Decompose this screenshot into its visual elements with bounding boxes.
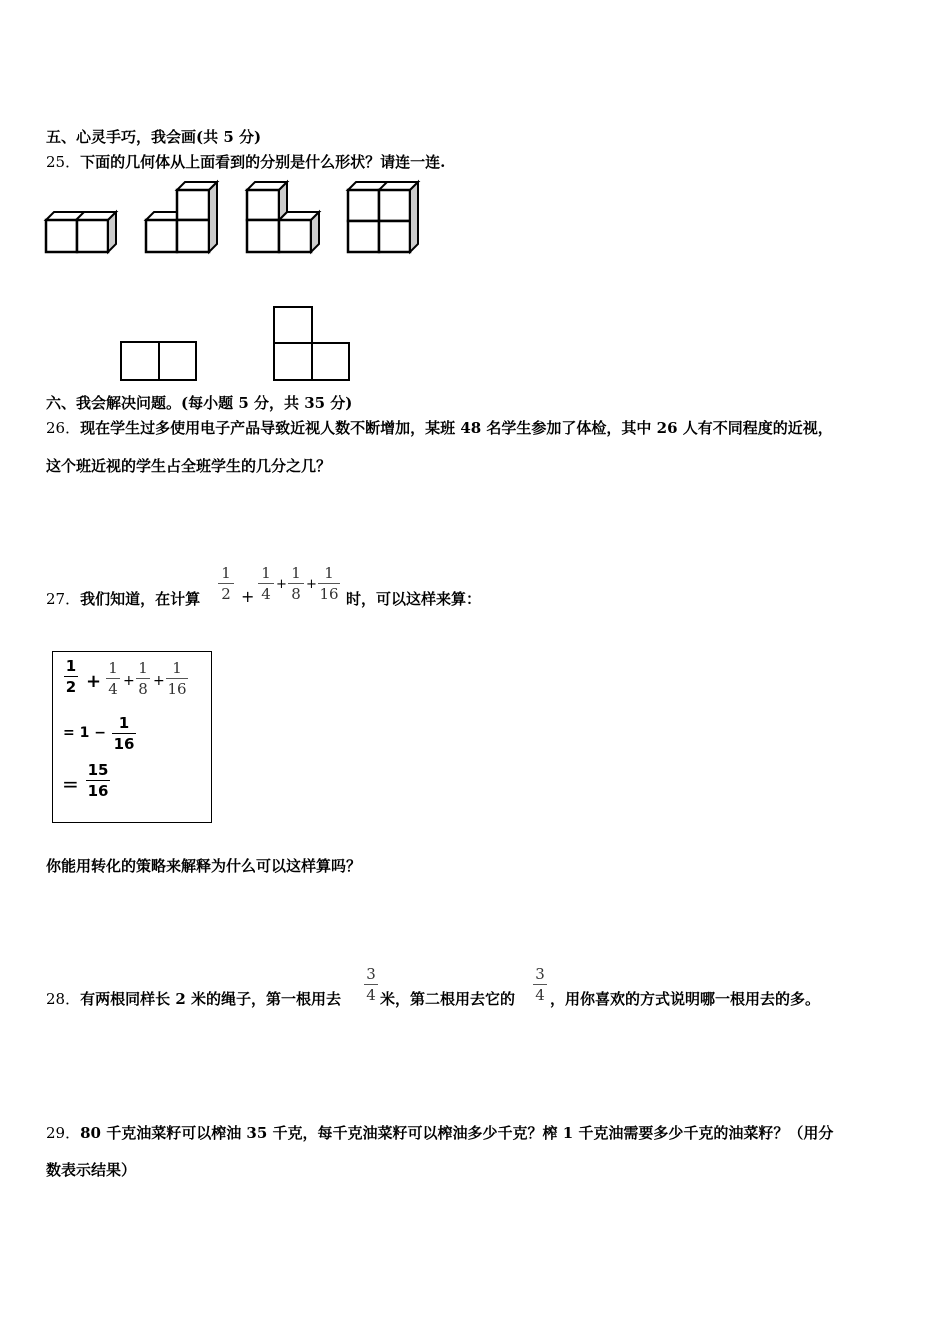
- question-28-part3: ，用你喜欢的方式说明哪一根用去的多。: [550, 990, 821, 1008]
- cube-figure-4: [346, 180, 426, 260]
- box-plus-sign: +: [86, 671, 102, 692]
- box-plus-sign: +: [123, 673, 135, 689]
- cube-figure-2: [144, 180, 224, 260]
- box-line2-fraction: 1 16: [113, 714, 135, 753]
- box-line3-equals: =: [62, 772, 79, 796]
- box-fraction-eighth: 1 8: [136, 660, 150, 697]
- question-29-line2: 数表示结果）: [46, 1161, 137, 1179]
- question-26-line1: [46, 418, 833, 438]
- fraction-quarter: 1 4: [258, 565, 274, 602]
- fraction-three-quarters: 3 4: [364, 966, 378, 1003]
- fraction-three-quarters: 3 4: [533, 966, 547, 1003]
- question-25: [46, 152, 445, 172]
- plus-sign: +: [306, 577, 317, 592]
- question-number: 26．: [46, 419, 81, 437]
- section-six-title: 六、我会解决问题。(每小题 5 分，共 35 分): [46, 394, 353, 412]
- question-number: 27．: [46, 590, 81, 608]
- question-27-suffix: 时，可以这样来算：: [346, 590, 482, 608]
- plus-sign: +: [276, 577, 287, 592]
- fraction-half: 1 2: [218, 565, 234, 602]
- question-28-part2: 米，第二根用去它的: [380, 990, 516, 1008]
- question-text: 下面的几何体从上面看到的分别是什么形状？请连一连.: [80, 153, 446, 171]
- question-number: 29．: [46, 1124, 81, 1142]
- box-line3-fraction: 15 16: [87, 761, 109, 800]
- box-plus-sign: +: [153, 673, 165, 689]
- question-27-prefix: 27．我们知道，在计算: [46, 590, 201, 608]
- top-view-shape-1: [120, 341, 200, 383]
- box-fraction-quarter: 1 4: [106, 660, 120, 697]
- question-number: 28．: [46, 990, 81, 1008]
- cube-figure-1: [44, 202, 124, 257]
- plus-sign: +: [241, 587, 255, 606]
- question-text: 现在学生过多使用电子产品导致近视人数不断增加，某班 48 名学生参加了体检，其中 26 人有不同程度的近视，: [80, 419, 833, 437]
- box-line2-prefix: = 1 −: [63, 725, 106, 741]
- question-29-line1: 29．80 千克油菜籽可以榨油 35 千克，每千克油菜籽可以榨油多少千克？榨 1 千克油需要多少千克的油菜籽？（用分: [46, 1124, 834, 1142]
- question-28-part1: 28．有两根同样长 2 米的绳子，第一根用去: [46, 990, 341, 1008]
- box-fraction-sixteenth: 1 16: [167, 659, 187, 698]
- question-number: 25．: [46, 153, 81, 171]
- box-fraction-half: 1 2: [65, 657, 77, 696]
- question-26-line2: 这个班近视的学生占全班学生的几分之几？: [46, 457, 332, 475]
- cube-figure-3: [245, 180, 325, 260]
- fraction-sixteenth: 1 16: [319, 564, 339, 603]
- fraction-eighth: 1 8: [288, 565, 304, 602]
- top-view-shape-2: [273, 306, 353, 384]
- section-five-title: 五、心灵手巧，我会画(共 5 分): [46, 128, 262, 146]
- question-27-followup: 你能用转化的策略来解释为什么可以这样算吗？: [46, 857, 362, 875]
